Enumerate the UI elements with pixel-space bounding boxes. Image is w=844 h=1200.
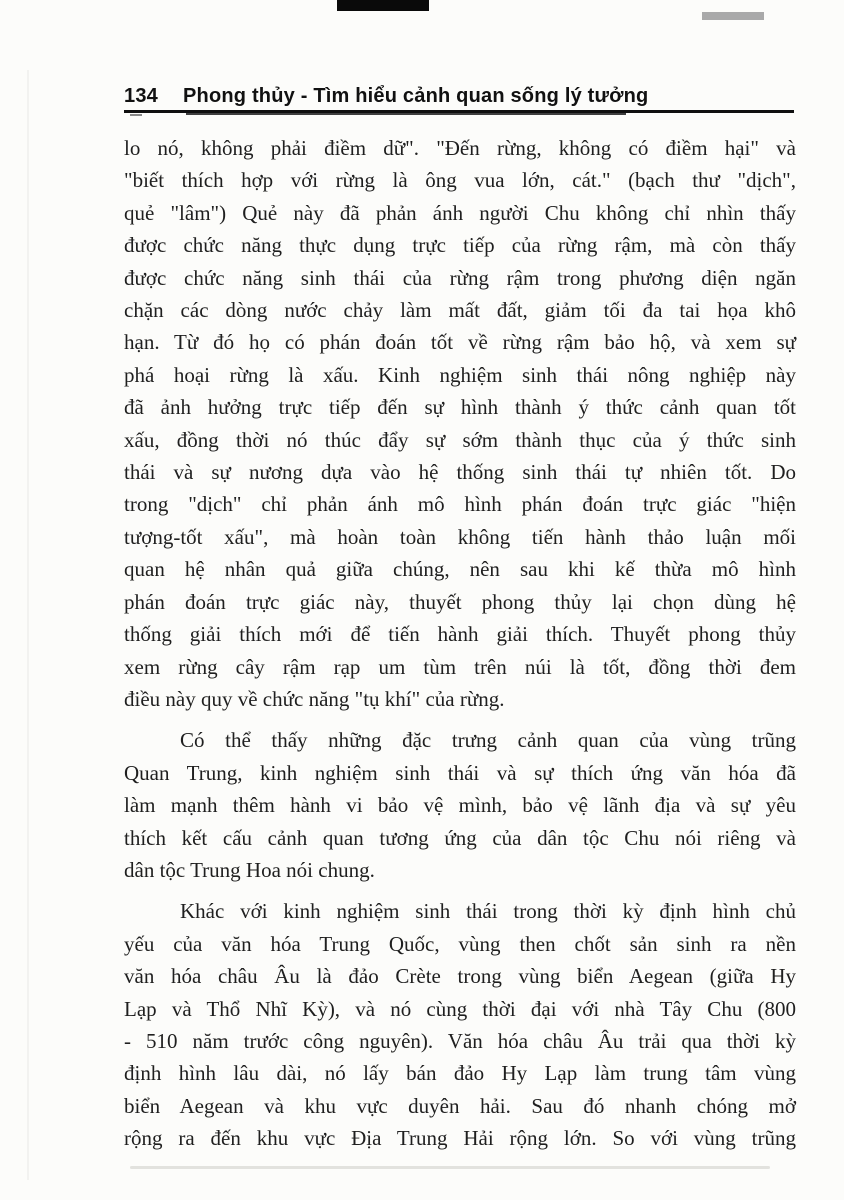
running-head-title: Phong thủy - Tìm hiểu cảnh quan sống lý tưởng bbox=[182, 85, 649, 107]
scan-artifact-left-edge bbox=[27, 70, 29, 1180]
text-line: thích kết cấu cảnh quan tương ứng của dân tộc Chu nói riêng và bbox=[124, 825, 796, 850]
text-line: tượng-tốt xấu", mà hoàn toàn không tiến hành thảo luận mối bbox=[124, 524, 796, 549]
text-line: được chức năng thực dụng trực tiếp của rừng rậm, mà còn thấy bbox=[124, 233, 796, 258]
text-line: thái và sự nương dựa vào hệ thống sinh thái tự nhiên tốt. Do bbox=[124, 460, 796, 485]
text-line: - 510 năm trước công nguyên). Văn hóa châu Âu trải qua thời kỳ bbox=[124, 1028, 796, 1053]
text-line: Quan Trung, kinh nghiệm sinh thái và sự thích ứng văn hóa đã bbox=[124, 760, 796, 785]
text-line: xấu, đồng thời nó thúc đẩy sự sớm thành thục của ý thức sinh bbox=[124, 427, 796, 452]
paragraph bbox=[124, 132, 796, 715]
header-rule-bleed bbox=[186, 113, 626, 115]
text-line: điều này quy về chức năng "tụ khí" của rừng. bbox=[124, 686, 505, 711]
page-body bbox=[124, 132, 796, 1155]
scan-artifact-bottom-streak bbox=[130, 1166, 770, 1169]
text-line: dân tộc Trung Hoa nói chung. bbox=[124, 857, 375, 882]
text-line: rộng ra đến khu vực Địa Trung Hải rộng lớn. So với vùng trũng bbox=[124, 1126, 796, 1151]
text-line: phá hoại rừng là xấu. Kinh nghiệm sinh thái nông nghiệp này bbox=[124, 362, 796, 387]
paragraph bbox=[124, 895, 796, 1154]
text-line: chặn các dòng nước chảy làm mất đất, giảm tối đa tai họa khô bbox=[124, 298, 796, 323]
header-rule-tick bbox=[130, 114, 142, 116]
text-line: "biết thích hợp với rừng là ông vua lớn, cát." (bạch thư "dịch", bbox=[124, 168, 796, 193]
text-line: biển Aegean và khu vực duyên hải. Sau đó nhanh chóng mở bbox=[124, 1093, 796, 1118]
paragraph bbox=[124, 724, 796, 886]
text-line: Khác với kinh nghiệm sinh thái trong thời kỳ định hình chủ bbox=[180, 899, 796, 924]
text-line: xem rừng cây rậm rạp um tùm trên núi là tốt, đồng thời đem bbox=[124, 654, 796, 679]
text-line: Có thể thấy những đặc trưng cảnh quan của vùng trũng bbox=[180, 728, 796, 753]
text-line: quẻ "lâm") Quẻ này đã phản ánh người Chu không chỉ nhìn thấy bbox=[124, 200, 796, 225]
text-line: yếu của văn hóa Trung Quốc, vùng then chốt sản sinh ra nền bbox=[124, 931, 796, 956]
text-line: định hình lâu dài, nó lấy bán đảo Hy Lạp làm trung tâm vùng bbox=[124, 1061, 796, 1086]
text-line: được chức năng sinh thái của rừng rậm trong phương diện ngăn bbox=[124, 265, 796, 290]
scan-artifact-top-gray bbox=[702, 12, 764, 20]
text-line: đã ảnh hưởng trực tiếp đến sự hình thành ý thức cảnh quan tốt bbox=[124, 395, 796, 420]
text-line: lo nó, không phải điềm dữ". "Đến rừng, không có điềm hại" và bbox=[124, 136, 796, 160]
text-line: làm mạnh thêm hành vi bảo vệ mình, bảo vệ lãnh địa và sự yêu bbox=[124, 793, 796, 818]
text-line: phán đoán trực giác này, thuyết phong thủy lại chọn dùng hệ bbox=[124, 589, 796, 614]
page-number: 134 bbox=[124, 85, 158, 107]
text-line: Lạp và Thổ Nhĩ Kỳ), và nó cùng thời đại với nhà Tây Chu (800 bbox=[124, 996, 796, 1021]
text-line: hạn. Từ đó họ có phán đoán tốt về rừng rậm bảo hộ, và xem sự bbox=[124, 330, 796, 355]
running-head bbox=[124, 84, 796, 108]
text-line: văn hóa châu Âu là đảo Crète trong vùng biển Aegean (giữa Hy bbox=[124, 964, 796, 989]
text-line: quan hệ nhân quả giữa chúng, nên sau khi kế thừa mô hình bbox=[124, 557, 796, 582]
scan-artifact-top-black bbox=[337, 0, 429, 11]
text-line: trong "dịch" chỉ phản ánh mô hình phán đoán trực giác "hiện bbox=[124, 492, 796, 517]
text-line: thống giải thích mới để tiến hành giải thích. Thuyết phong thủy bbox=[124, 622, 796, 647]
